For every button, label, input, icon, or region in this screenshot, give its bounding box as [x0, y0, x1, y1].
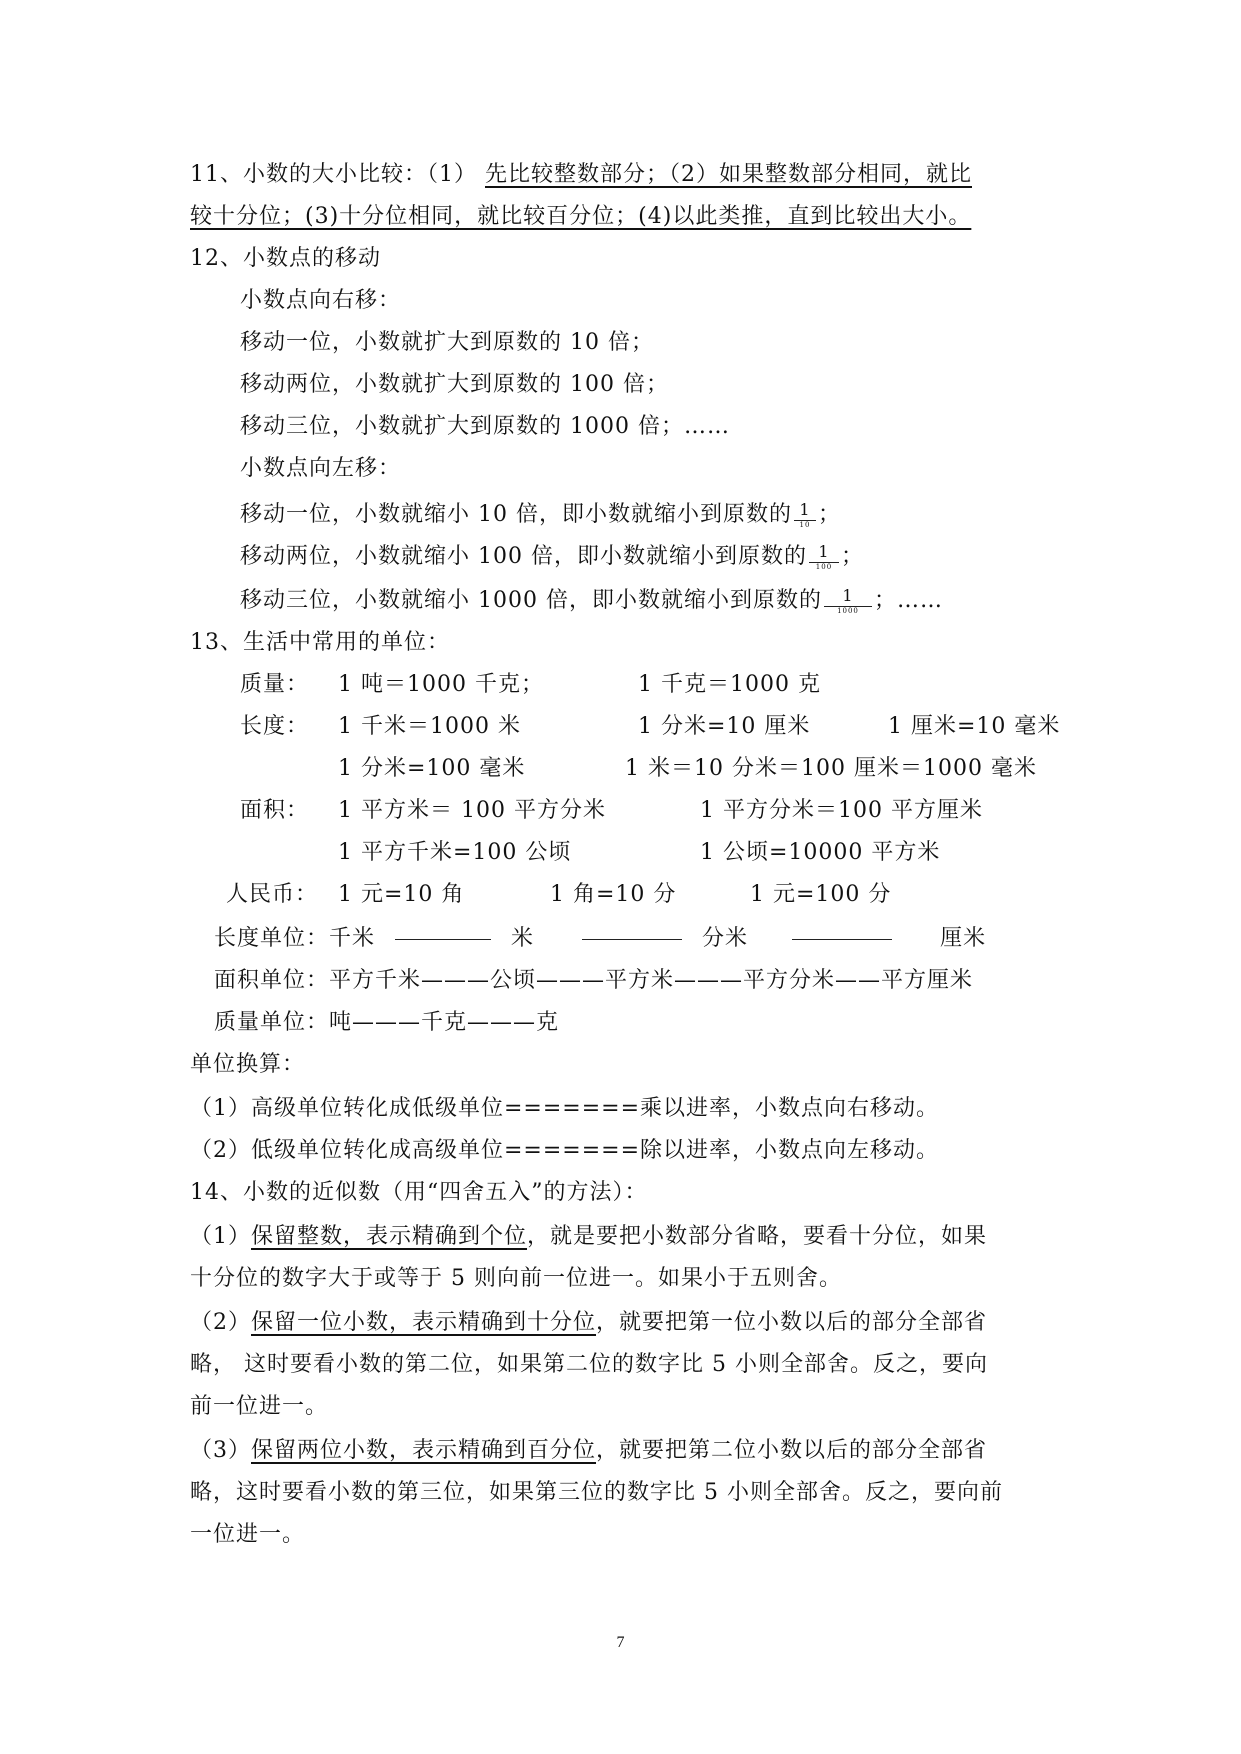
length-units-chain [214, 924, 986, 954]
s14-title: 14、小数的近似数（用“四舍五入”的方法）： [190, 1180, 648, 1205]
s12-left-3-text: 移动三位，小数就缩小 1000 倍，即小数就缩小到原数的 [240, 588, 822, 613]
area-2: 1 平方分米＝100 平方厘米 [700, 798, 983, 823]
s14-p1-rest: ，就是要把小数部分省略，要看十分位，如果 [527, 1224, 988, 1249]
unit-km: 千米 [329, 926, 376, 951]
s11-underlined-2: 较十分位；(3)十分位相同，就比较百分位；(4)以此类推，直到比较出大小。 [190, 204, 972, 229]
chain-dash [582, 939, 682, 940]
fraction-denominator: 10 [799, 520, 811, 529]
mass-1: 1 吨＝1000 千克； [338, 672, 544, 697]
s14-p2-num: （2） [190, 1310, 251, 1335]
s12-title: 12、小数点的移动 [190, 246, 381, 271]
length-3: 1 厘米=10 毫米 [888, 714, 1061, 739]
area-label: 面积： [240, 798, 310, 823]
s11-prefix: 11、小数的大小比较：（1） [190, 162, 485, 187]
s11-line-2 [190, 202, 971, 232]
s14-p2-underlined: 保留一位小数，表示精确到十分位 [251, 1310, 597, 1335]
s12-left-1-text: 移动一位，小数就缩小 10 倍，即小数就缩小到原数的 [240, 502, 792, 527]
s14-p2-line-3: 前一位进一。 [190, 1394, 329, 1419]
unit-m: 米 [511, 926, 535, 951]
s11-underlined-1: 先比较整数部分；（2）如果整数部分相同，就比 [485, 162, 972, 187]
s14-p3-rest: ，就要把第二位小数以后的部分全部省 [596, 1438, 988, 1463]
s12-left-3-post: ；…… [873, 588, 943, 613]
s14-p1-num: （1） [190, 1224, 251, 1249]
page-number: 7 [616, 1634, 625, 1651]
s12-right-3: 移动三位，小数就扩大到原数的 1000 倍；…… [240, 414, 730, 439]
fraction-numerator: 1 [818, 541, 830, 561]
area-units-chain: 面积单位：平方千米———公顷———平方米———平方分米——平方厘米 [214, 968, 974, 993]
length-2: 1 分米=10 厘米 [638, 714, 811, 739]
mass-label: 质量： [240, 672, 310, 697]
area-1: 1 平方米＝ 100 平方分米 [338, 798, 606, 823]
s14-p1-underlined: 保留整数，表示精确到个位 [251, 1224, 528, 1249]
s12-right-1: 移动一位，小数就扩大到原数的 10 倍； [240, 330, 654, 355]
conv-2: （2）低级单位转化成高级单位=======除以进率，小数点向左移动。 [190, 1138, 940, 1163]
s14-p3-line-1 [190, 1436, 987, 1466]
rmb-3: 1 元=100 分 [750, 882, 892, 907]
fraction-1-100 [809, 541, 839, 571]
s12-left-1-post: ； [817, 502, 841, 527]
s11-line-1 [190, 160, 972, 190]
fraction-numerator: 1 [799, 499, 811, 519]
rmb-label: 人民币： [226, 882, 319, 907]
rmb-1: 1 元=10 角 [338, 882, 465, 907]
s14-p1-line-1 [190, 1222, 987, 1252]
unit-cm: 厘米 [940, 926, 987, 951]
s12-right-2: 移动两位，小数就扩大到原数的 100 倍； [240, 372, 669, 397]
chain-dash [792, 939, 892, 940]
s14-p1-line-2: 十分位的数字大于或等于 5 则向前一位进一。如果小于五则舍。 [190, 1266, 842, 1291]
unit-dm: 分米 [702, 926, 749, 951]
s14-p2-rest: ，就要把第一位小数以后的部分全部省 [596, 1310, 988, 1335]
rmb-2: 1 角=10 分 [550, 882, 677, 907]
s14-p2-line-1 [190, 1308, 987, 1338]
length-1: 1 千米＝1000 米 [338, 714, 521, 739]
length-4: 1 分米=100 毫米 [338, 756, 526, 781]
s14-p2-line-2: 略， 这时要看小数的第二位，如果第二位的数字比 5 小则全部舍。反之，要向 [190, 1352, 988, 1377]
s12-left-2-post: ； [840, 544, 864, 569]
fraction-denominator: 1000 [837, 606, 859, 615]
fraction-1-1000 [824, 585, 872, 615]
s14-p3-line-2: 略，这时要看小数的第三位，如果第三位的数字比 5 小则全部舍。反之，要向前 [190, 1480, 1003, 1505]
s12-right-title: 小数点向右移： [240, 288, 402, 313]
s12-left-2-text: 移动两位，小数就缩小 100 倍，即小数就缩小到原数的 [240, 544, 807, 569]
area-3: 1 平方千米=100 公顷 [338, 840, 572, 865]
chain-dash [395, 939, 491, 940]
conv-1: （1）高级单位转化成低级单位=======乘以进率，小数点向右移动。 [190, 1096, 940, 1121]
s14-p3-underlined: 保留两位小数，表示精确到百分位 [251, 1438, 597, 1463]
area-4: 1 公顷=10000 平方米 [700, 840, 941, 865]
mass-units-chain: 质量单位：吨———千克———克 [214, 1010, 560, 1035]
conv-title: 单位换算： [190, 1052, 306, 1077]
s13-title: 13、生活中常用的单位： [190, 630, 450, 655]
s14-p3-line-3: 一位进一。 [190, 1522, 306, 1547]
length-5: 1 米＝10 分米＝100 厘米＝1000 毫米 [625, 756, 1037, 781]
fraction-1-10 [794, 499, 816, 529]
s14-p3-num: （3） [190, 1438, 251, 1463]
length-units-label: 长度单位： [214, 926, 330, 951]
s12-left-2 [240, 542, 864, 572]
s12-left-1 [240, 500, 841, 530]
fraction-denominator: 100 [815, 562, 833, 571]
length-label: 长度： [240, 714, 310, 739]
fraction-numerator: 1 [842, 585, 854, 605]
mass-2: 1 千克＝1000 克 [638, 672, 821, 697]
s12-left-title: 小数点向左移： [240, 456, 402, 481]
s12-left-3 [240, 586, 943, 616]
